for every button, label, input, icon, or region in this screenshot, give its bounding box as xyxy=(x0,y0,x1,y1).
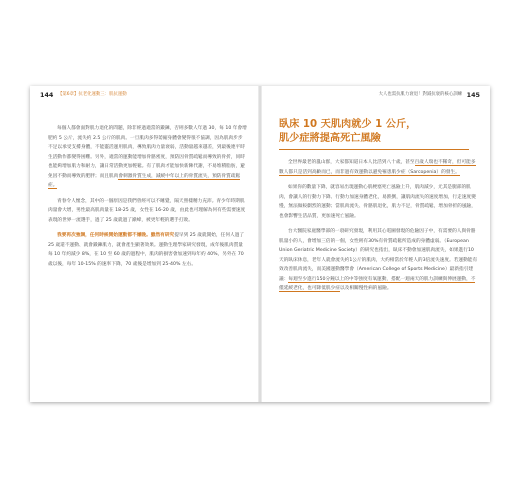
left-body xyxy=(48,124,247,275)
right-page-number: 145 xyxy=(466,91,480,99)
left-running-header xyxy=(58,91,127,97)
right-body xyxy=(279,158,478,300)
section-heading-line-1: 臥床 10 天肌肉就少 1 公斤， xyxy=(279,119,417,130)
left-page xyxy=(30,86,259,402)
left-paragraph-3: 我要再次強調，任何時候開始運動都不嫌晚。雖然有研究提早到 25 歲就開始，任何人過了 25 歲還不運動、就會鍛鍊肌力，就會產生顯著效果。運動生理學家研究發現，成年後肌肉質量每 10 年約減少 8%，在 10 至 60 歲的過程中，肌肉的損害會加速到每年約 40%，另外在 70 歲以後，每年 10-15% 的速率下降，70 歲後是增加到 25-40% 左右。 xyxy=(48,233,245,267)
section-heading xyxy=(279,118,416,146)
left-paragraph-1: 每個人都會面對肌力退化的問題，除非經過適當的鍛鍊，否則多數人年過 30，每 10 年會增肥約 5 公斤，流失約 2.5 公斤的肌肉。一旦肌肉多得萎縮身體會變得很不協調，因為肌肉步步不足以承受支撐身體，不能靈活運用肌肉，導致肌肉力量衰弱，活動量越來越差，到最後連平時生活動作都變得困難。另外，適當的運動能增加骨骼密度，預防因骨質疏鬆而導致的骨折，同時也能夠增加肌力和耐力，讓日常活動更加輕鬆。有了肌肉才能加快新陳代謝，不易堆積脂肪，避免因不動而導致的肥胖；而且肌肉會刺激骨質生成，減緩中年以上的骨質流失，預防骨質疏鬆症。 xyxy=(48,126,247,188)
right-paragraph-3: 台大醫院家庭醫學部的一項研究發現，利用其心電圖發現的危險因子中，有需要的人與骨骼肌量小的人，會增加三倍的一個，女性則有30%有骨質疏鬆所造成的身體虛弱。（European Union Geriatric Medicine Society）的研究也指出，臥床不動會加速肌肉流失，如果進行10天的臥床休息，老年人就會流失約1公斤的肌肉，大約相當於年輕人的3倍流失速度。若運動能有效改善肌肉流失，而美國運動醫學會（American College of Sports Medicine）最新指引建議：每週至少進行150分鐘以上的中等強度有氧運動，搭配一週兩天的肌力訓練與伸展運動，不僅延緩老化，也可降低肌少症以及相關慢性病的風險。 xyxy=(279,229,478,291)
right-paragraph-1: 全世界最老的嵐山群，大家都知道日本人比活到八十歲，甚至百歲人瑞也不稀奇，但可能多數人都只是活到高齡而已，而非過有效運動以避免罹患肌少症（Sarcopenia）的發生。 xyxy=(279,160,476,175)
left-page-number: 144 xyxy=(40,91,54,99)
right-page xyxy=(261,86,490,402)
chapter-label: 【第6章】抗老化運動三：肌抗運動 xyxy=(58,92,127,97)
right-running-header: 大人也需抗肌力衰退！對減抗衰的核心訓練 xyxy=(378,92,462,97)
section-heading-line-2: 肌少症將提高死亡風險 xyxy=(279,133,381,144)
book-spread xyxy=(30,86,490,402)
right-paragraph-2: 如果你的數量下降，就容易出現運動心肌梗塞死亡風險上升，肌肉減少，尤其是腿部的肌肉，會讓人的行動力下降、行動力加速身體老化，易跌倒，讓肌肉流失的速度增加，行走速度變慢，無法做較劇烈的運動；當肌肉流失、骨骼肌退化，肌力不足，骨質疏鬆，增加骨折的風險，也會影響生活品質，更加速死亡風險。 xyxy=(279,185,476,219)
left-paragraph-2: 青春令人懷念，其中的一個原因是我們曾經可以不睡覺，隔天照樣精力充沛。青少年時期肌肉量會大增，男性最高肌肉量在 18-25 歲，女性在 16-20 歲，由此也可理解為何有些需要速度表現的世界一流選手，過了 25 歲就過了巔峰，被更年輕的選手打敗。 xyxy=(48,198,246,223)
heading-divider xyxy=(279,149,469,150)
